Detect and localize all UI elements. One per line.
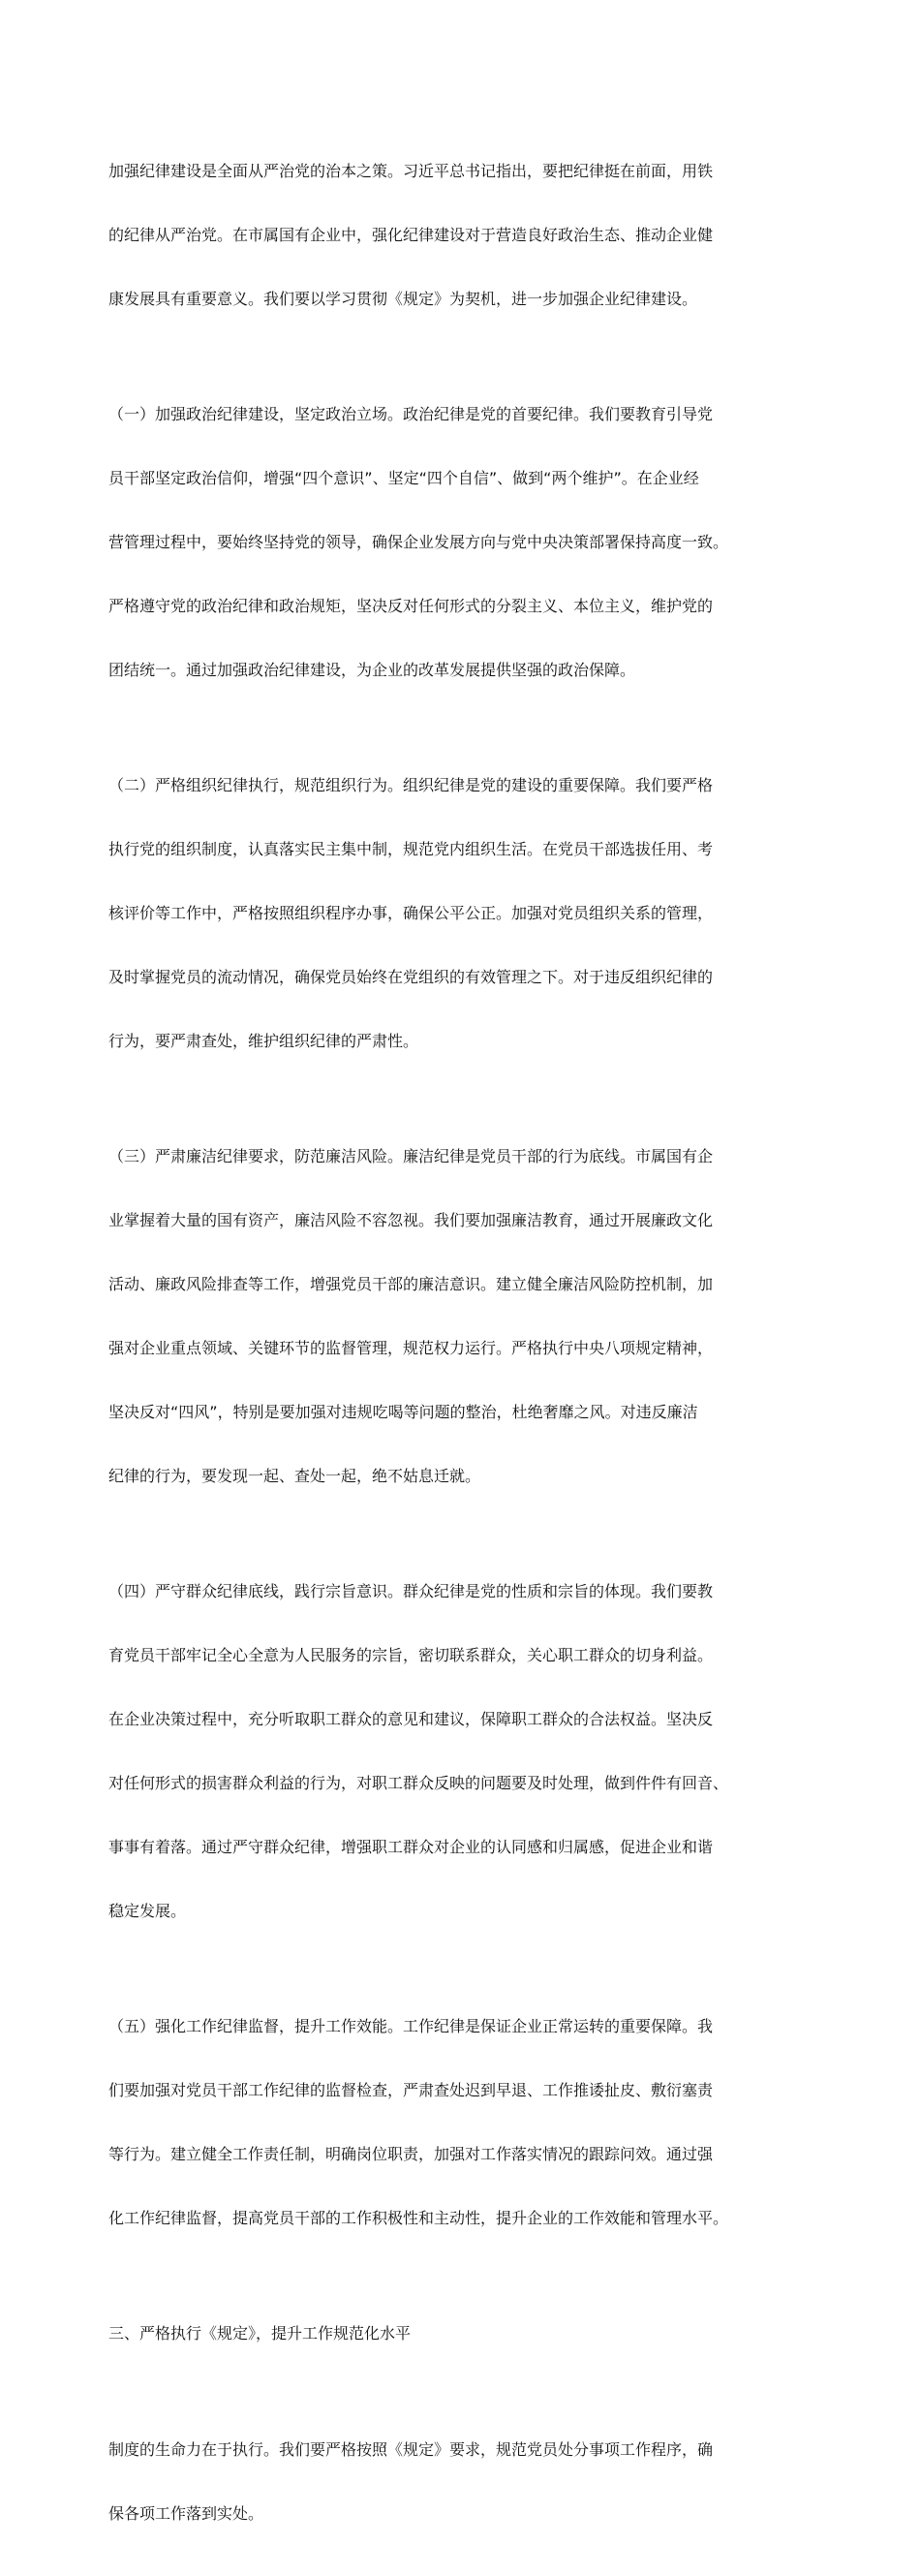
text-line: （二）严格组织纪律执行，规范组织行为。组织纪律是党的建设的重要保障。我们要严格	[108, 776, 714, 794]
paragraph-mass-discipline	[108, 1538, 823, 1965]
text-line: 等行为。建立健全工作责任制，明确岗位职责，加强对工作落实情况的跟踪问效。通过强	[108, 2145, 714, 2163]
paragraph-integrity-discipline	[108, 1103, 823, 1530]
paragraph-intro	[108, 118, 823, 353]
paragraph-closing	[108, 2397, 823, 2567]
text-line: （一）加强政治纪律建设，坚定政治立场。政治纪律是党的首要纪律。我们要教育引导党	[108, 405, 714, 423]
text-line: 事事有着落。通过严守群众纪律，增强职工群众对企业的认同感和归属感，促进企业和谐	[108, 1838, 714, 1856]
text-line: 对任何形式的损害群众利益的行为，对职工群众反映的问题要及时处理，做到件件有回音、	[108, 1774, 729, 1792]
paragraph-work-discipline	[108, 1973, 823, 2272]
text-line: 核评价等工作中，严格按照组织程序办事，确保公平公正。加强对党员组织关系的管理，	[108, 904, 714, 922]
text-line: 及时掌握党员的流动情况，确保党员始终在党组织的有效管理之下。对于违反组织纪律的	[108, 968, 714, 986]
text-line: 育党员干部牢记全心全意为人民服务的宗旨，密切联系群众，关心职工群众的切身利益。	[108, 1646, 714, 1664]
section-heading	[108, 2281, 823, 2387]
paragraph-organizational-discipline	[108, 732, 823, 1095]
text-line: 活动、廉政风险排查等工作，增强党员干部的廉洁意识。建立健全廉洁风险防控机制，加	[108, 1275, 714, 1293]
section-heading-text: 三、严格执行《规定》，提升工作规范化水平	[108, 2324, 412, 2343]
text-line: 稳定发展。	[108, 1902, 187, 1920]
text-line: 康发展具有重要意义。我们要以学习贯彻《规定》为契机，进一步加强企业纪律建设。	[108, 290, 698, 308]
text-line: 们要加强对党员干部工作纪律的监督检查，严肃查处迟到早退、工作推诿扯皮、敷衍塞责	[108, 2081, 714, 2099]
text-line: 在企业决策过程中，充分听取职工群众的意见和建议，保障职工群众的合法权益。坚决反	[108, 1710, 714, 1728]
text-line: 的纪律从严治党。在市属国有企业中，强化纪律建设对于营造良好政治生态、推动企业健	[108, 226, 714, 244]
text-line: 行为，要严肃查处，维护组织纪律的严肃性。	[108, 1032, 419, 1050]
paragraph-political-discipline	[108, 361, 823, 724]
text-line: 化工作纪律监督，提高党员干部的工作积极性和主动性，提升企业的工作效能和管理水平。	[108, 2209, 729, 2227]
text-line: 制度的生命力在于执行。我们要严格按照《规定》要求，规范党员处分事项工作程序，确	[108, 2440, 714, 2459]
text-line: 执行党的组织制度，认真落实民主集中制，规范党内组织生活。在党员干部选拔任用、考	[108, 840, 714, 858]
text-line: 员干部坚定政治信仰，增强“四个意识”、坚定“四个自信”、做到“两个维护”。在企业经	[108, 469, 699, 487]
text-line: 加强纪律建设是全面从严治党的治本之策。习近平总书记指出，要把纪律挺在前面，用铁	[108, 162, 714, 180]
text-line: 团结统一。通过加强政治纪律建设，为企业的改革发展提供坚强的政治保障。	[108, 661, 636, 679]
text-line: （四）严守群众纪律底线，践行宗旨意识。群众纪律是党的性质和宗旨的体现。我们要教	[108, 1582, 714, 1600]
text-line: （三）严肃廉洁纪律要求，防范廉洁风险。廉洁纪律是党员干部的行为底线。市属国有企	[108, 1147, 714, 1165]
text-line: 纪律的行为，要发现一起、查处一起，绝不姑息迁就。	[108, 1467, 481, 1485]
text-line: 保各项工作落到实处。	[108, 2504, 264, 2523]
text-line: （五）强化工作纪律监督，提升工作效能。工作纪律是保证企业正常运转的重要保障。我	[108, 2017, 714, 2035]
text-line: 营管理过程中，要始终坚持党的领导，确保企业发展方向与党中央决策部署保持高度一致。	[108, 533, 729, 551]
document-body	[108, 118, 823, 2576]
text-line: 业掌握着大量的国有资产，廉洁风险不容忽视。我们要加强廉洁教育，通过开展廉政文化	[108, 1211, 714, 1229]
text-line: 强对企业重点领域、关键环节的监督管理，规范权力运行。严格执行中央八项规定精神，	[108, 1339, 714, 1357]
text-line: 严格遵守党的政治纪律和政治规矩，坚决反对任何形式的分裂主义、本位主义，维护党的	[108, 597, 714, 615]
text-line: 坚决反对“四风”，特别是要加强对违规吃喝等问题的整治，杜绝奢靡之风。对违反廉洁	[108, 1403, 698, 1421]
